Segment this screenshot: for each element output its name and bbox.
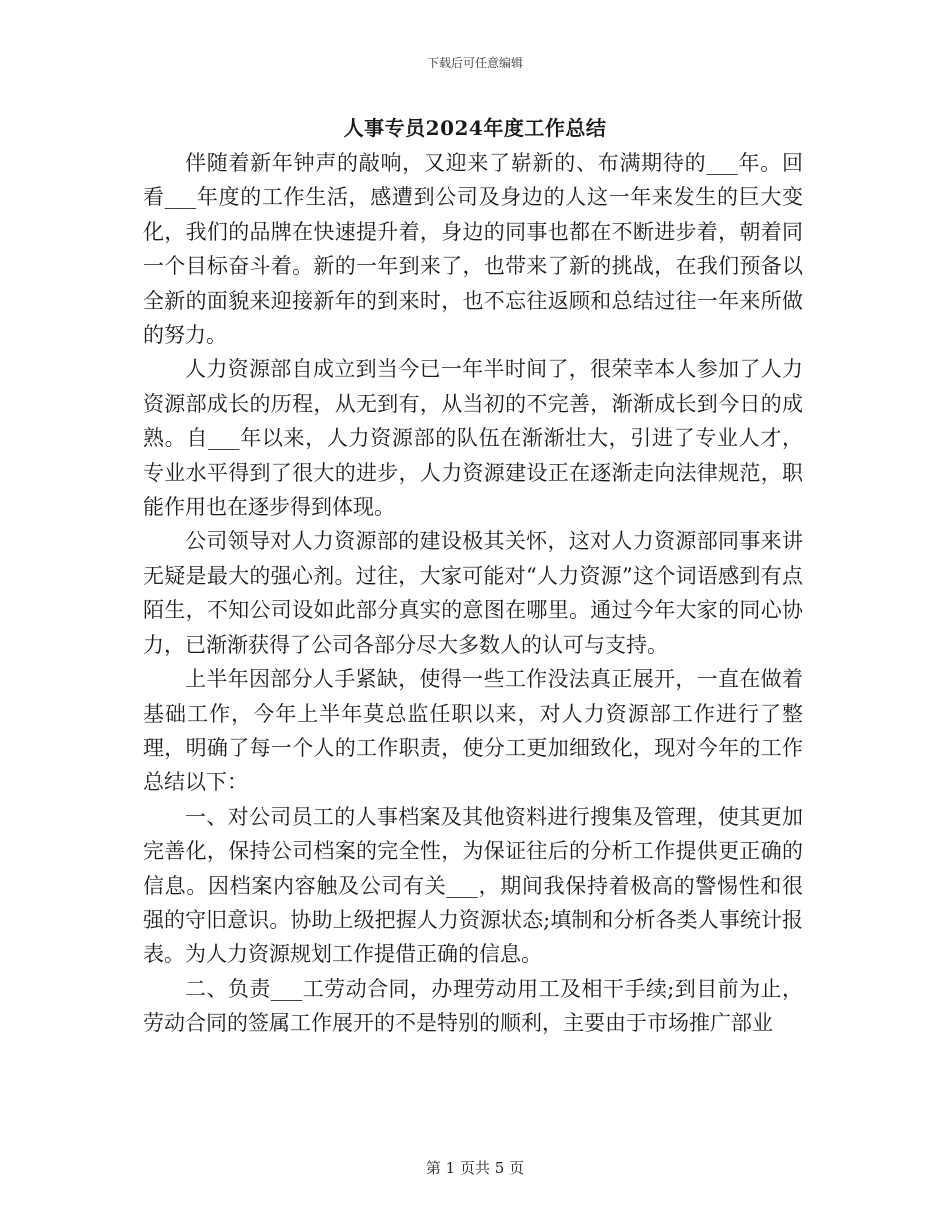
document-body — [143, 146, 803, 1041]
paragraph-hr-growth: 人力资源部自成立到当今已一年半时间了，很荣幸本人参加了人力资源部成长的历程，从无到有，从当初的不完善，渐渐成长到今日的成熟。自___年以来，人力资源部的队伍在渐渐壮大，引进了专业人才，专业水平得到了很大的进步，人力资源建设正在逐渐走向法律规范，职能作用也在逐步得到体现。 — [143, 357, 803, 520]
paragraph-leadership: 公司领导对人力资源部的建设极其关怀，这对人力资源部同事来讲无疑是最大的强心剂。过往，大家可能对“人力资源”这个词语感到有点陌生，不知公司设如此部分真实的意图在哪里。通过今年大家的同心协力，已渐渐获得了公司各部分尽大多数人的认可与支持。 — [143, 529, 803, 657]
paragraph-item-one: 一、对公司员工的人事档案及其他资料进行搜集及管理，使其更加完善化，保持公司档案的完全性，为保证往后的分析工作提供更正确的信息。因档案内容触及公司有关___，期间我保持着极高的警惕性和很强的守旧意识。协助上级把握人力资源状态;填制和分析各类人事统计报表。为人力资源规划工作提借正确的信息。 — [143, 804, 803, 967]
paragraph-item-two: 二、负责___工劳动合同，办理劳动用工及相干手续;到目前为止，劳动合同的签属工作展开的不是特别的顺利，主要由于市场推广部业 — [143, 976, 803, 1036]
page-header-note: 下载后可任意编辑 — [426, 56, 523, 70]
paragraph-first-half: 上半年因部分人手紧缺，使得一些工作没法真正展开，一直在做着基础工作，今年上半年莫总监任职以来，对人力资源部工作进行了整理，明确了每一个人的工作职责，使分工更加细致化，现对今年的工作总结以下： — [143, 667, 803, 795]
document-title: 人事专员2024年度工作总结 — [343, 116, 607, 140]
page-number: 第 1 页共 5 页 — [425, 1159, 525, 1177]
paragraph-intro: 伴随着新年钟声的敲响，又迎来了崭新的、布满期待的___年。回看___年度的工作生活，感遭到公司及身边的人这一年来发生的巨大变化，我们的品牌在快速提升着，身边的同事也都在不断进步着，朝着同一个目标奋斗着。新的一年到来了，也带来了新的挑战，在我们预备以全新的面貌来迎接新年的到来时，也不忘往返顾和总结过往一年来所做的努力。 — [143, 151, 803, 348]
